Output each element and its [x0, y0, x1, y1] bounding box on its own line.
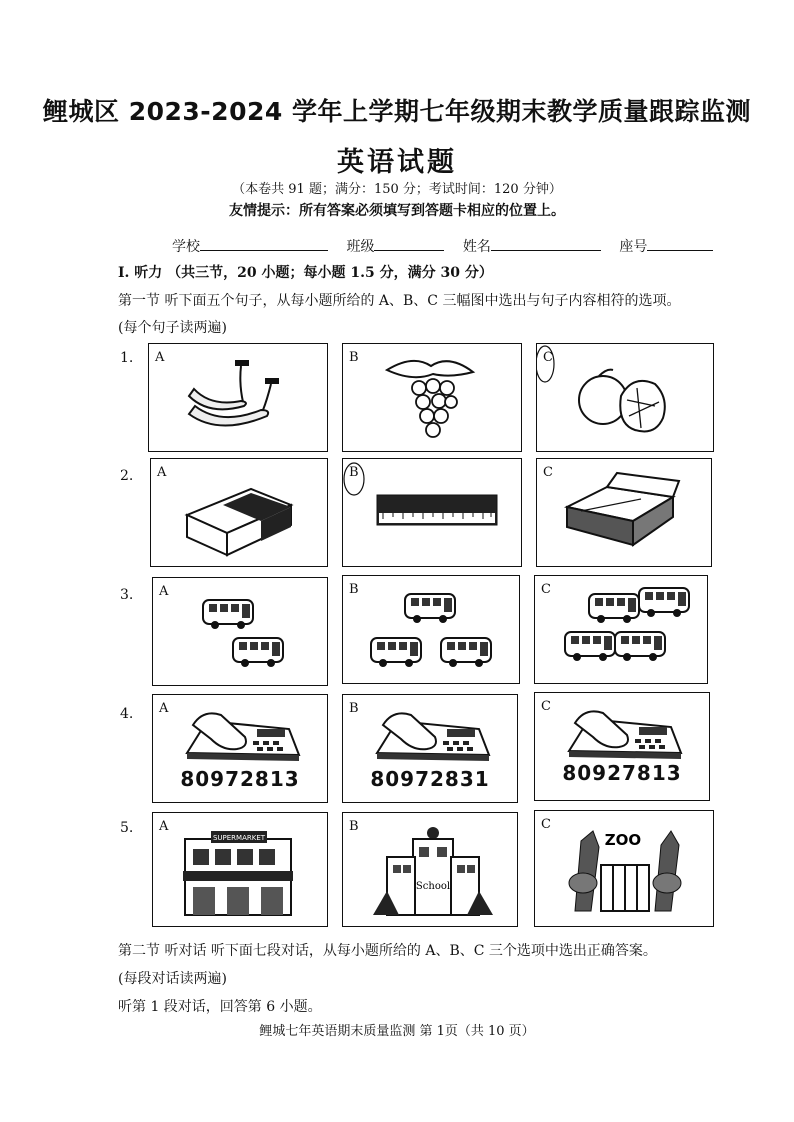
- option-letter: B: [349, 819, 359, 834]
- bus-icon: [203, 600, 253, 629]
- option-letter: B: [349, 701, 359, 716]
- question-number: 2.: [120, 468, 134, 484]
- school-sign: School: [415, 881, 451, 892]
- zoo-image: [535, 811, 713, 926]
- q4-option-b: [342, 694, 518, 803]
- q5-option-a: [152, 812, 328, 927]
- q1-option-b: [342, 343, 522, 452]
- bus-icon: [441, 638, 491, 667]
- question-number: 4.: [120, 706, 134, 722]
- option-letter: A: [155, 350, 165, 365]
- bus-icon: [639, 588, 689, 617]
- question-number: 5.: [120, 820, 134, 836]
- option-letter: C: [543, 465, 553, 480]
- phone-number: 80972813: [180, 767, 300, 791]
- seat-blank: [647, 238, 713, 251]
- student-info-fields: [172, 236, 727, 256]
- q2-option-b: [342, 458, 522, 567]
- section1-note: (每个句子读两遍): [118, 320, 227, 336]
- ruler-image: [343, 459, 521, 566]
- exam-tip: 友情提示：所有答案必须填写到答题卡相应的位置上。: [229, 203, 565, 219]
- oranges-image: [537, 344, 713, 451]
- q2-option-a: [150, 458, 328, 567]
- option-letter: C: [541, 582, 551, 597]
- exam-note: （本卷共 91 题；满分：150 分；考试时间：120 分钟）: [232, 182, 562, 197]
- pencil-case-image: [537, 459, 711, 566]
- q1-option-a: [148, 343, 328, 452]
- phone-number: 80927813: [562, 761, 682, 785]
- bus-icon: [565, 632, 615, 661]
- bus-icon: [589, 594, 639, 623]
- two-buses-image: [153, 578, 327, 685]
- q4-option-c: [534, 692, 710, 801]
- school-blank: [200, 238, 328, 251]
- telephone-icon: [187, 713, 299, 761]
- grapes-image: [343, 344, 521, 451]
- option-letter: B: [349, 350, 359, 365]
- q2-option-c: [536, 458, 712, 567]
- option-letter: A: [159, 584, 169, 599]
- eraser-image: [151, 459, 327, 566]
- q4-option-a: [152, 694, 328, 803]
- option-letter: C: [541, 817, 551, 832]
- telephone-icon: [569, 711, 681, 759]
- exam-title: 鲤城区 2023-2024 学年上学期七年级期末教学质量跟踪监测: [43, 97, 751, 126]
- class-label: 班级: [346, 239, 375, 255]
- option-letter: C: [541, 699, 551, 714]
- part1-heading: I. 听力 （共三节，20 小题；每小题 1.5 分，满分 30 分）: [118, 265, 493, 281]
- dialog1-instruction: 听第 1 段对话，回答第 6 小题。: [118, 999, 322, 1015]
- section2-note: (每段对话读两遍): [118, 971, 227, 987]
- bananas-image: [149, 344, 327, 451]
- bus-icon: [405, 594, 455, 623]
- q5-option-c: [534, 810, 714, 927]
- telephone-icon: [377, 713, 489, 761]
- phone-number: 80972831: [370, 767, 490, 791]
- q1-option-c: [536, 343, 714, 452]
- option-letter: A: [159, 701, 169, 716]
- option-letter: B: [349, 465, 359, 480]
- zoo-sign: ZOO: [604, 831, 642, 849]
- page-footer: 鲤城七年英语期末质量监测 第 1页（共 10 页）: [259, 1024, 535, 1039]
- name-label: 姓名: [462, 239, 491, 255]
- bus-icon: [233, 638, 283, 667]
- option-letter: B: [349, 582, 359, 597]
- section1-instructions: 第一节 听下面五个句子，从每小题所给的 A、B、C 三幅图中选出与句子内容相符的选项。: [118, 293, 681, 309]
- school-label: 学校: [172, 239, 200, 255]
- school-image: [343, 813, 517, 926]
- option-letter: A: [157, 465, 167, 480]
- three-buses-image: [343, 576, 519, 683]
- section2-instructions: 第二节 听对话 听下面七段对话，从每小题所给的 A、B、C 三个选项中选出正确答案。: [118, 943, 657, 959]
- q3-option-b: [342, 575, 520, 684]
- four-buses-image: [535, 576, 707, 683]
- q5-option-b: [342, 812, 518, 927]
- bus-icon: [371, 638, 421, 667]
- question-number: 1.: [120, 350, 134, 366]
- q3-option-a: [152, 577, 328, 686]
- supermarket-image: [153, 813, 327, 926]
- exam-subtitle: 英语试题: [337, 147, 457, 178]
- option-letter: A: [159, 819, 169, 834]
- seat-label: 座号: [619, 239, 648, 255]
- supermarket-sign: SUPERMARKET: [212, 834, 266, 842]
- q3-option-c: [534, 575, 708, 684]
- bus-icon: [615, 632, 665, 661]
- name-blank: [491, 238, 601, 251]
- class-blank: [374, 238, 444, 251]
- option-letter: C: [543, 350, 553, 365]
- question-number: 3.: [120, 587, 134, 603]
